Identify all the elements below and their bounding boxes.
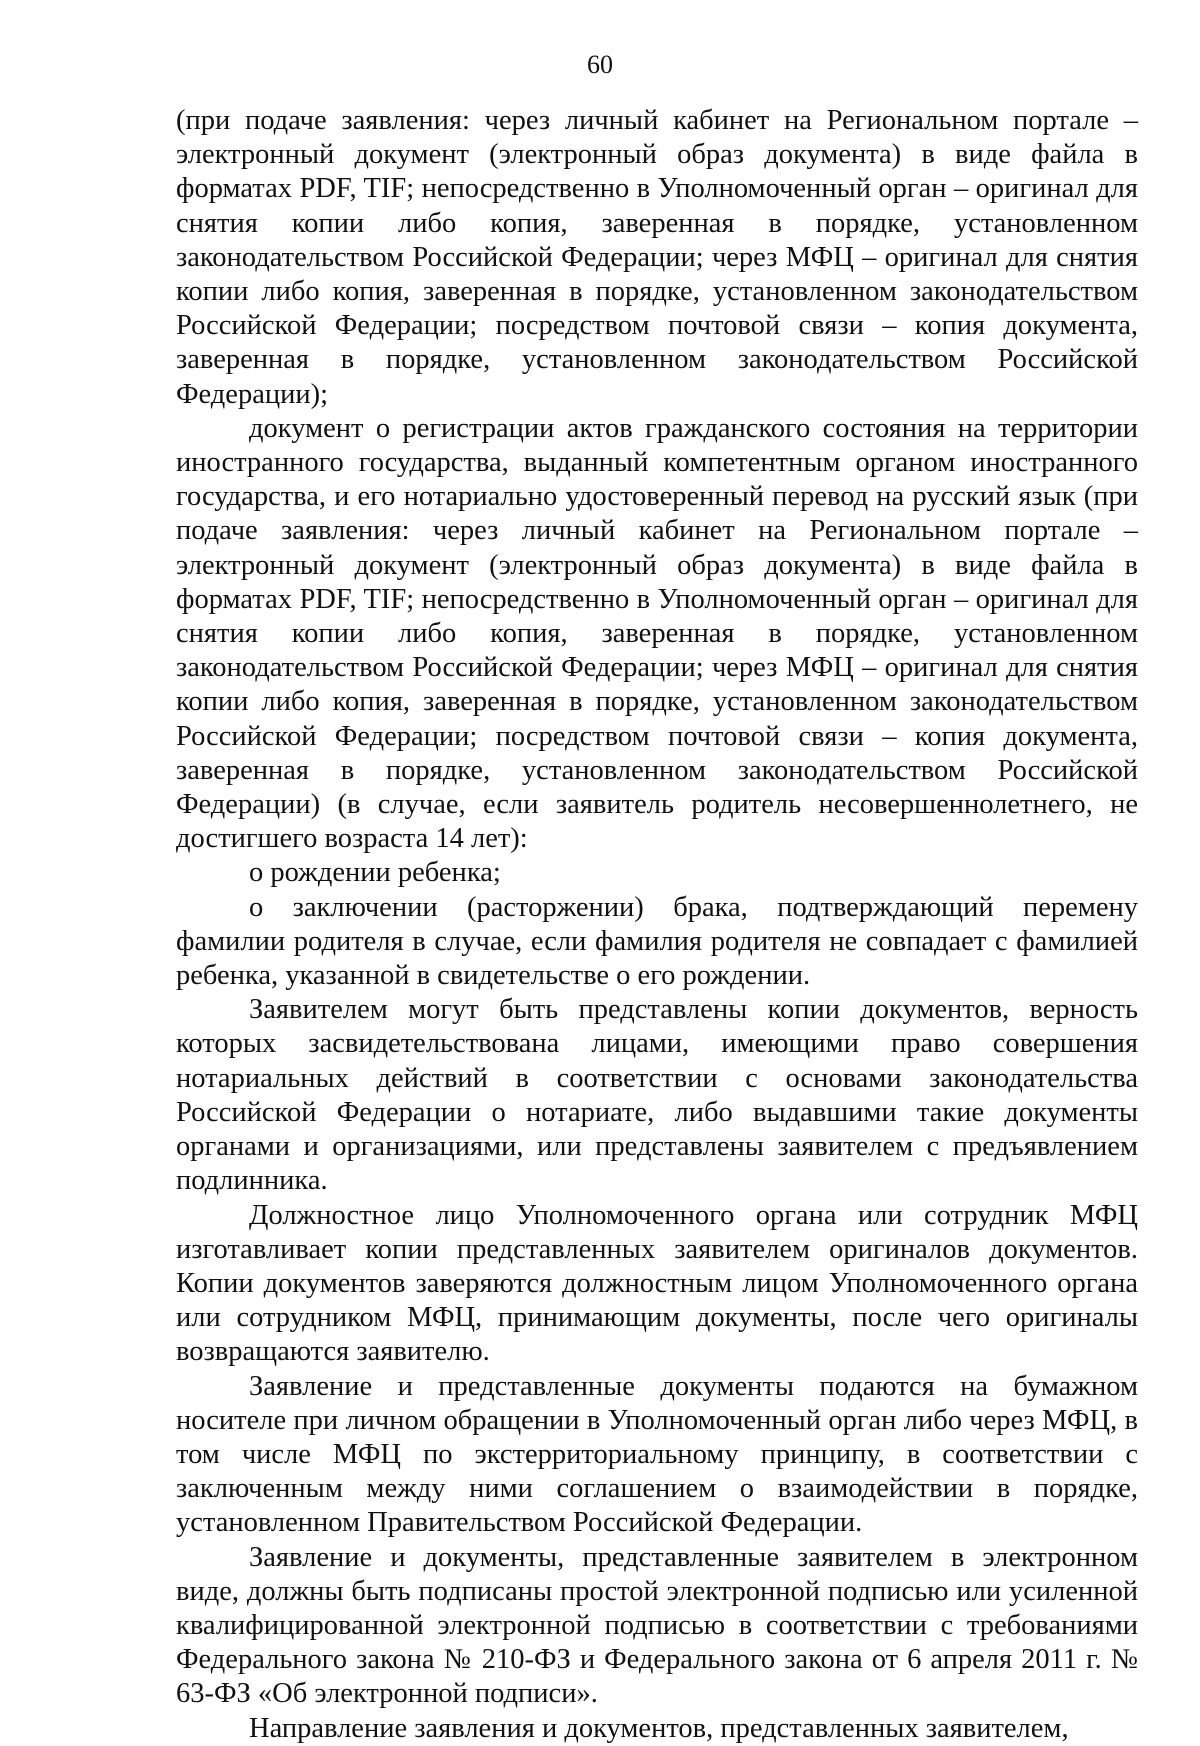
paragraph-foreign-registration-document: документ о регистрации актов гражданского состояния на территории иностранного государства, выданный компетентным органом иностранного государства, и его нотариально удостоверенный перевод на русский язык (при подаче заявления: через личный кабинет на Региональном портале – электронный документ (электронный образ документа) в виде файла в форматах PDF, TIF; непосредственно в Уполномоченный орган – оригинал для снятия копии либо копия, заверенная в порядке, установленном законодательством Российской Федерации; через МФЦ – оригинал для снятия копии либо копия, заверенная в порядке, установленном законодательством Российской Федерации; посредством почтовой связи – копия документа, заверенная в порядке, установленном законодательством Российской Федерации) (в случае, если заявитель родитель несовершеннолетнего, не достигшего возраста 14 лет): [176, 412, 1138, 855]
paragraph-submission-methods: (при подаче заявления: через личный кабинет на Региональном портале – электронный документ (электронный образ документа) в виде файла в форматах PDF, TIF; непосредственно в Уполномоченный орган – оригинал для снятия копии либо копия, заверенная в порядке, установленном законодательством Российской Федерации; через МФЦ – оригинал для снятия копии либо копия, заверенная в порядке, установленном законодательством Российской Федерации; посредством почтовой связи – копия документа, заверенная в порядке, установленном законодательством Российской Федерации); [176, 105, 1138, 410]
paragraph-paper-submission: Заявление и представленные документы подаются на бумажном носителе при личном обращении в Уполномоченный орган либо через МФЦ, в том числе МФЦ по экстерриториальному принципу, в соответствии с заключенным между ними соглашением о взаимодействии в порядке, установленном Правительством Российской Федерации. [176, 1370, 1138, 1539]
page-number: 60 [587, 50, 613, 79]
paragraph-official-copies: Должностное лицо Уполномоченного органа или сотрудник МФЦ изготавливает копии представленных заявителем оригиналов документов. Копии документов заверяются должностным лицом Уполномоченного органа или сотрудником МФЦ, принимающим документы, после чего оригиналы возвращаются заявителю. [176, 1199, 1138, 1368]
paragraph-marriage-item: о заключении (расторжении) брака, подтверждающий перемену фамилии родителя в случае, если фамилия родителя не совпадает с фамилией ребенка, указанной в свидетельстве о его рождении. [176, 891, 1138, 992]
paragraph-direction-continued: Направление заявления и документов, представленных заявителем, [249, 1712, 1069, 1744]
paragraph-certified-copies: Заявителем могут быть представлены копии документов, верность которых засвидетельствована лицами, имеющими право совершения нотариальных действий в соответствии с основами законодательства Российской Федерации о нотариате, либо выдавшими такие документы органами и организациями, или представлены заявителем с предъявлением подлинника. [176, 994, 1138, 1197]
paragraph-electronic-signature: Заявление и документы, представленные заявителем в электронном виде, должны быть подписаны простой электронной подписью или усиленной квалифицированной электронной подписью в соответствии с требованиями Федерального закона № 210-ФЗ и Федерального закона от 6 апреля 2011 г. № 63-ФЗ «Об электронной подписи». [176, 1541, 1138, 1710]
document-body [176, 104, 1138, 1746]
paragraph-birth-item: о рождении ребенка; [249, 857, 501, 889]
